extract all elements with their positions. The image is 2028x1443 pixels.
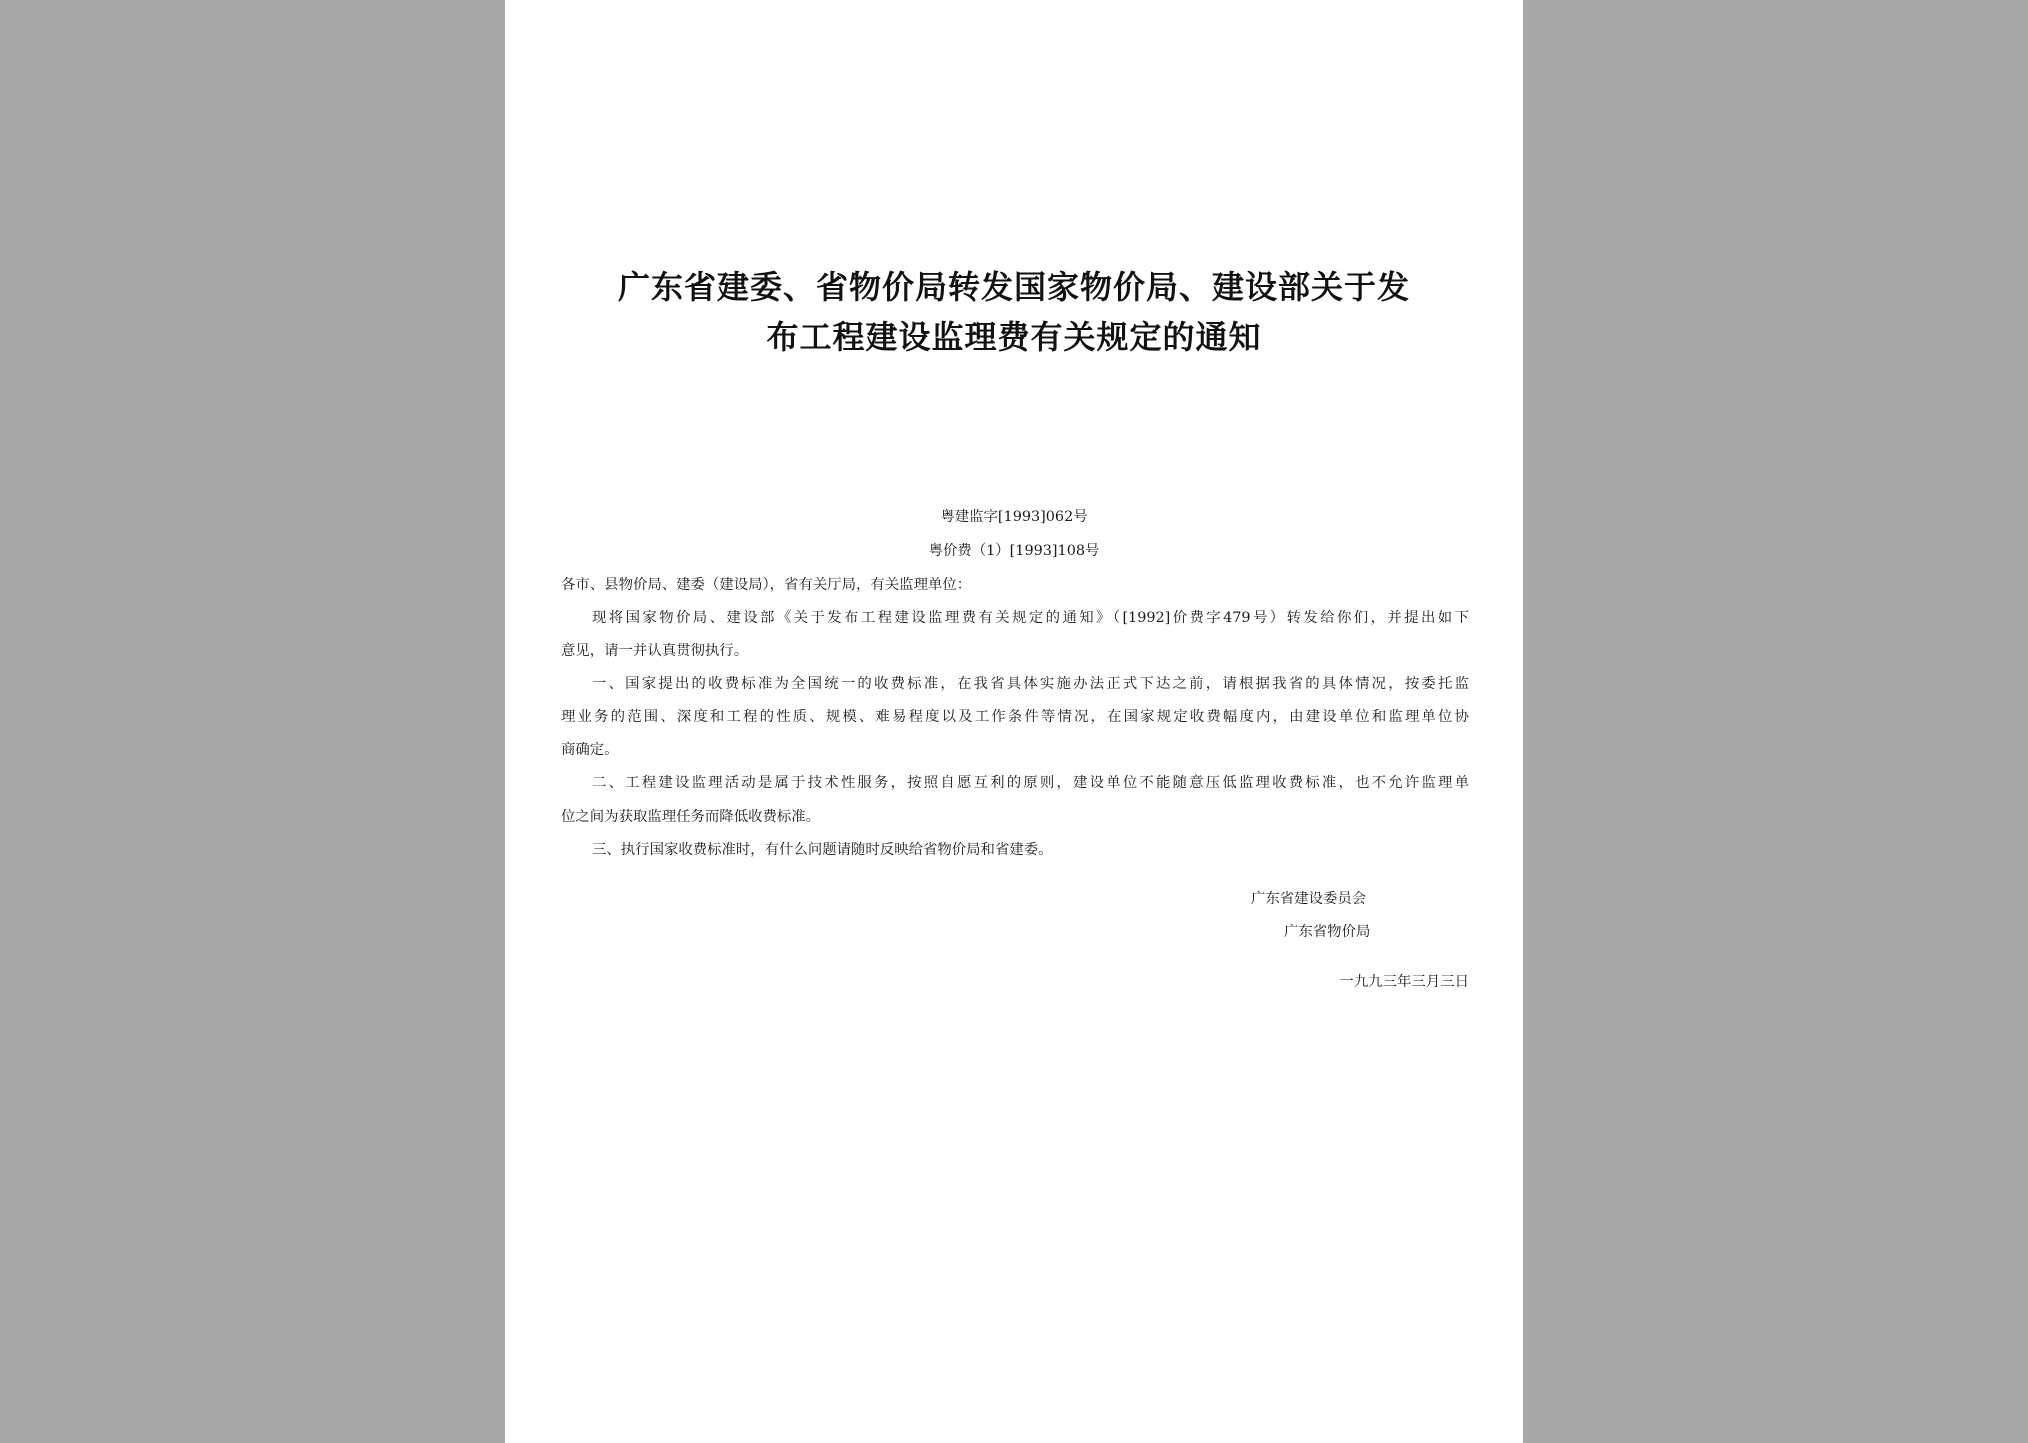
item-1-line-2: 理业务的范围、深度和工程的性质、规模、难易程度以及工作条件等情况，在国家规定收费幅度内，由建设单位和监理单位协: [561, 709, 1469, 725]
document-page: [505, 0, 1523, 1443]
document-number-1: 粤建监字[1993]062号: [940, 509, 1088, 525]
document-number-2: 粤价费（1）[1993]108号: [928, 543, 1100, 559]
signatory-construction-committee: 广东省建设委员会: [1251, 891, 1367, 907]
item-2-line-1: 二、工程建设监理活动是属于技术性服务，按照自愿互利的原则，建设单位不能随意压低监理收费标准，也不允许监理单: [592, 775, 1469, 791]
document-date: 一九九三年三月三日: [1339, 974, 1469, 990]
item-1-line-3: 商确定。: [561, 742, 619, 758]
document-title: [555, 262, 1473, 362]
signatory-price-bureau: 广东省物价局: [1284, 924, 1371, 940]
item-3-line-1: 三、执行国家收费标准时，有什么问题请随时反映给省物价局和省建委。: [592, 842, 1053, 858]
title-line-1: 广东省建委、省物价局转发国家物价局、建设部关于发: [617, 268, 1410, 306]
item-2-line-2: 位之间为获取监理任务而降低收费标准。: [561, 809, 821, 825]
intro-paragraph-line-2: 意见，请一并认真贯彻执行。: [561, 643, 749, 659]
intro-paragraph-line-1: 现将国家物价局、建设部《关于发布工程建设监理费有关规定的通知》（[1992]价费字479号）转发给你们，并提出如下: [592, 610, 1469, 626]
item-1-line-1: 一、国家提出的收费标准为全国统一的收费标准，在我省具体实施办法正式下达之前，请根据我省的具体情况，按委托监: [592, 676, 1469, 692]
addressee: 各市、县物价局、建委（建设局），省有关厅局，有关监理单位：: [561, 577, 972, 593]
title-line-2: 布工程建设监理费有关规定的通知: [766, 318, 1262, 356]
